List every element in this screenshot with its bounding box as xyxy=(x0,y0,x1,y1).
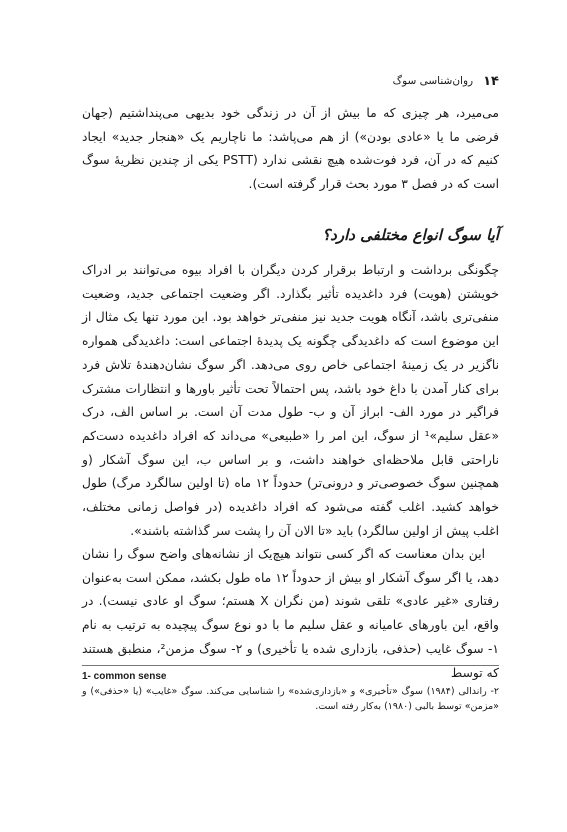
paragraph-3 xyxy=(82,543,499,685)
section-heading: آیا سوگ انواع مختلفی دارد؟ xyxy=(322,226,499,244)
paragraph-2 xyxy=(82,259,499,543)
footnotes xyxy=(82,669,499,714)
footnote-2: ۲- راندالی (۱۹۸۴) سوگ «تأخیری» و «بازداری‌شده» را شناسایی می‌کند. سوگ «غایب» (یا «حذفی») و «مزمن» توسط بالبی (۱۹۸۰) به‌کار رفته است. xyxy=(82,686,500,712)
page-number: ۱۴ xyxy=(483,73,499,89)
paragraph-text: می‌میرد، هر چیزی که ما بیش از آن در زندگی خود بدیهی می‌پنداشتیم (جهان فرضی ما یا «عادی بودن») از هم می‌پاشد: ما ناچاریم یک «هنجار جدید» ایجاد کنیم که در آن، فرد فوت‌شده هیچ نقشی ندارد (PSTT یکی از چندین نظریهٔ سوگ است که در فصل ۳ مورد بحث قرار گرفته است). xyxy=(82,106,499,192)
footnote-divider xyxy=(82,665,499,666)
paragraph-1 xyxy=(82,102,499,197)
paragraph-text: چگونگی برداشت و ارتباط برقرار کردن دیگران با افراد بیوه می‌توانند بر ادراک خویشتن (هویت) فرد داغدیده تأثیر بگذارد. اگر وضعیت اجتماعی جدید، وضعیت منفی‌تری باشد، آنگاه هویت جدید نیز منفی‌تر خواهد بود. این مورد تنها یک مثال از این موضوع است که داغدیدگی چگونه یک پدیدهٔ اجتماعی است: داغدیدگی همواره ناگزیر در یک زمینهٔ اجتماعی خاص روی می‌دهد. اگر سوگ نشان‌دهندهٔ تلاش فرد برای کنار آمدن با داغ خود باشد، پس احتمالاً تحت تأثیر باورها و انتظارات مشترک فراگیر در مورد الف- ابراز آن و ب- طول مدت آن است. بر اساس الف، درک «عقل سلیم»¹ از سوگ، این امر را «طبیعی» می‌داند که افراد داغدیده دست‌کم ناراحتی قابل ملاحظه‌ای خواهند داشت، و بر اساس ب، این سوگ آشکار (و همچنین سوگ خصوصی‌تر و درونی‌تر) حدوداً ۱۲ ماه (تا اولین سالگرد مرگ) طول خواهد کشید. اغلب گفته می‌شود که افراد داغدیده (در فواصل زمانی مختلف، اغلب پیش از اولین سالگرد) باید «تا الان آن را پشت سر گذاشته باشند». xyxy=(82,263,499,538)
running-header xyxy=(82,70,499,92)
book-title: روان‌شناسی سوگ xyxy=(392,75,474,87)
footnote-1: 1- common sense xyxy=(82,671,167,682)
paragraph-text: این بدان معناست که اگر کسی نتواند هیچ‌یک از نشانه‌های واضح سوگ را نشان دهد، یا اگر سوگ آشکار او بیش از حدوداً ۱۲ ماه طول بکشد، ممکن است به‌عنوان رفتاری «غیر عادی» تلقی شوند (من نگران X هستم؛ سوگ او عادی نیست). در واقع، این باورهای عامیانه و عقل سلیم ما با دو نوع سوگ پیچیده به ترتیب به نام ۱- سوگ غایب (حذفی، بازداری شده یا تأخیری) و ۲- سوگ مزمن²، منطبق هستند که توسط xyxy=(82,547,499,680)
